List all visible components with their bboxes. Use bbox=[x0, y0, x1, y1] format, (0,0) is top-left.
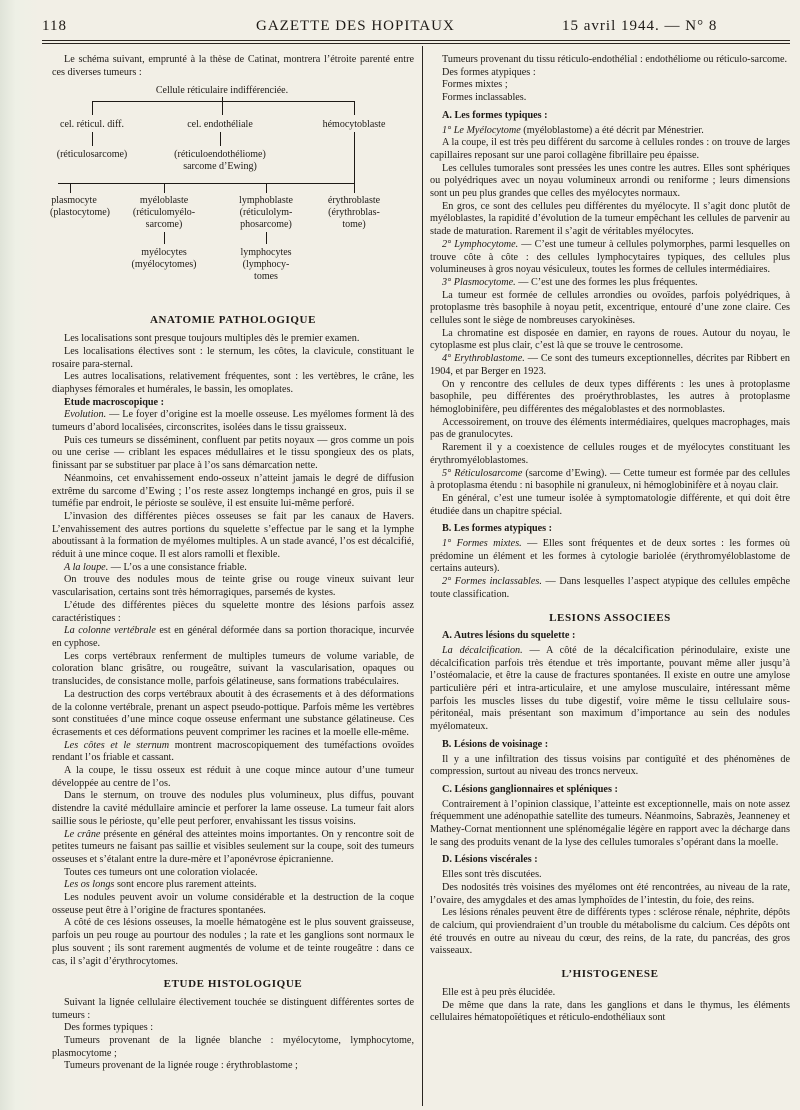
paragraph: Rarement il y a coexistence de cellules rouges et de myélocytes constituant les érythromyéloblastomes. bbox=[430, 442, 790, 466]
run-in-title: 2° Formes inclassables. bbox=[442, 576, 542, 588]
subheading-macro: Etude macroscopique : bbox=[64, 396, 164, 408]
paragraph: De même que dans la rate, dans les ganglions et dans le thymus, les éléments cellulaires hématopoïétiques et réticulo-endothéliaux sont bbox=[430, 999, 790, 1024]
paragraph-text: sont encore plus rarement atteints. bbox=[114, 879, 257, 891]
run-in-title: La colonne vertébrale bbox=[64, 625, 156, 637]
left-column bbox=[52, 54, 414, 1073]
journal-title: GAZETTE DES HOPITAUX bbox=[256, 18, 455, 34]
paragraph: Des formes typiques : bbox=[64, 1022, 154, 1034]
paragraph-text: — C’est une tumeur à cellules polymorphes, parmi lesquelles on trouve côte à côte : des cellules lymphocytaires typiques, des cellules plus volumineuses à gros noyau vésiculeux, toutes les formes de cellules intermédiaires. bbox=[430, 238, 790, 276]
run-in-title: A la loupe. bbox=[64, 561, 109, 573]
paragraph: En gros, ce sont des cellules peu différentes du myélocyte. Il s’agit donc plutôt de myéloblastes, la rapidité d’évolution de la tumeur empêchant les cellules de parvenir au stade de maturation. Rarement il s’agit de véritables myélocytes. bbox=[430, 200, 790, 238]
run-in-title: Le crâne bbox=[64, 828, 101, 840]
diagram-line bbox=[164, 232, 165, 244]
issue-date: 15 avril 1944. — N° 8 bbox=[562, 18, 718, 34]
paragraph: Puis ces tumeurs se disséminent, confluent par petits noyaux — gros comme un pois ou une cerise — criblant les espaces médullaires et le tissu spongieux des os plats, finissant par se substituer par place à l’os sans démarcation nette. bbox=[52, 434, 414, 472]
diagram-line bbox=[92, 101, 93, 115]
node-reticul-note: (réticulosarcome) bbox=[56, 149, 128, 161]
node-lymphocytes: lymphocytes bbox=[240, 247, 292, 259]
run-in-title: 3° Plasmocytome. bbox=[442, 276, 516, 288]
paragraph bbox=[430, 538, 790, 576]
cell-lineage-diagram bbox=[52, 79, 414, 304]
run-in-title: La décalcification. bbox=[442, 644, 523, 656]
diagram-line bbox=[222, 97, 223, 115]
paragraph: On trouve des nodules mous de teinte grise ou rouge vineux suivant leur vascularisation, certains sont très hémorragiques, parsemés de kystes. bbox=[52, 574, 414, 599]
node-erythroblaste-note: (érythroblas- bbox=[328, 207, 380, 219]
paragraph bbox=[52, 562, 414, 575]
paragraph: Tumeurs provenant de la lignée rouge : érythroblastome ; bbox=[64, 1060, 298, 1072]
page-margin-shadow bbox=[0, 0, 40, 1110]
paragraph-text: — C’est une des formes les plus fréquentes. bbox=[515, 276, 698, 288]
node-myeloblaste: myéloblaste bbox=[139, 195, 189, 207]
paragraph: Elles sont très discutées. bbox=[442, 869, 542, 881]
diagram-line bbox=[164, 183, 165, 193]
paragraph bbox=[430, 277, 790, 290]
diagram-line bbox=[220, 132, 221, 146]
paragraph bbox=[52, 740, 414, 765]
paragraph: Il y a une infiltration des tissus voisins par contiguïté et des phénomènes de compression, surtout au niveau des troncs nerveux. bbox=[430, 753, 790, 778]
column-divider bbox=[422, 46, 423, 1106]
paragraph bbox=[430, 645, 790, 734]
diagram-line bbox=[92, 132, 93, 146]
paragraph: La chromatine est disposée en damier, en rayons de roues. Autour du noyau, le cytoplasme est plus clair, c’est là que se trouve le centrosome. bbox=[430, 327, 790, 352]
paragraph: A la coupe, il est très peu différent du sarcome à cellules rondes : on trouve de larges capillaires reposant sur une paroi collagène fibrillaire peu épaisse. bbox=[430, 137, 790, 161]
paragraph-text: — A côté de la décalcification périnodulaire, existe une décalcification parfois très étendue et très importante, pouvant même aller jusqu’à l’ostéomalacie, et être la cause de fractures spontanées. Il existe en outre une amylose particulière péri et intra-articulaire, et une amylose musculaire, intéressant même parfois les muscles lisses du tube digestif, voire même le tissu cellulaire sous-péritonéal, mais présentant son maximum d’importance au sein des nodules myélomateux. bbox=[430, 644, 790, 733]
run-in-title: 4° Erythroblastome. bbox=[442, 353, 525, 365]
diagram-line bbox=[354, 101, 355, 115]
node-plasmocyte-note: (plastocytome) bbox=[50, 207, 110, 219]
header-rule bbox=[42, 40, 790, 41]
paragraph bbox=[430, 353, 790, 378]
subheading-a: A. Les formes typiques : bbox=[442, 109, 548, 121]
paragraph-text: (sarcome d’Ewing). — Cette tumeur est formée par des cellules à protoplasma étendu : ni basophile ni granuleux, ni hémoglobinifère et à noyau clair. bbox=[430, 467, 790, 492]
run-in-title: 1° Formes mixtes. bbox=[442, 538, 522, 550]
paragraph-text: — Le foyer d’origine est la moelle osseuse. Les myélomes forment là des tumeurs d’abord localisées, circonscrites, isolées dans le tissu graisseux. bbox=[52, 409, 414, 434]
heading-histogenese: L’HISTOGENESE bbox=[561, 968, 659, 981]
subheading-la: A. Autres lésions du squelette : bbox=[442, 630, 576, 642]
paragraph: Dans le sternum, on trouve des nodules plus volumineux, plus diffus, pouvant distendre la cavité médullaire amincie et perforer la lame osseuse. La tumeur fait alors saillie sous le périoste, qu’elle peut perforer, envahissant les tissus voisins. bbox=[52, 790, 414, 827]
paragraph: Les lésions rénales peuvent être de différents types : sclérose rénale, néphrite, dépôts de calcium, qui proviendraient d’un trouble du métabolisme du calcium. Ces dépôts ont été trouvés en outre au niveau du cœur, des reins, de la rate, du pancréas, des gros vaisseaux. bbox=[430, 907, 790, 957]
heading-lesions: LESIONS ASSOCIEES bbox=[549, 611, 671, 624]
subheading-b: B. Les formes atypiques : bbox=[442, 523, 553, 535]
paragraph: L’étude des différentes pièces du squelette montre des lésions parfois assez caractéristiques : bbox=[52, 599, 414, 624]
node-endothel-note: (réticuloendothéliome) bbox=[174, 149, 266, 161]
run-in-title: 2° Lymphocytome. bbox=[442, 238, 519, 250]
run-in-title: Les côtes et le sternum bbox=[64, 739, 170, 751]
paragraph: En général, c’est une tumeur isolée à symptomatologie différente, et qui doit être étudiée dans un chapitre spécial. bbox=[430, 492, 790, 517]
node-erythroblaste: érythroblaste bbox=[327, 195, 381, 207]
paragraph bbox=[430, 576, 790, 601]
paragraph: Les localisations sont presque toujours multiples dès le premier examen. bbox=[64, 333, 360, 345]
paragraph bbox=[430, 239, 790, 277]
paragraph: A côté de ces lésions osseuses, la moelle hématogène est le plus souvent graisseuse, parfois un peu rouge au pourtour des nodules ; la rate et les ganglions sont normaux le plus souvent ; ils sont rarement augmentés de volume et de teinte rougeâtre : dans ce cas, il s’agit d’érythrocytomes. bbox=[52, 917, 414, 967]
paragraph bbox=[430, 125, 790, 138]
paragraph: Néanmoins, cet envahissement endo-osseux n’atteint jamais le degré de diffusion extrême du sarcome d’Ewing ; l’os reste assez longtemps inchangé en gros, puis il se tuméfie par endroit, le périoste se soulève, il est ensuite lui-même perforé. bbox=[52, 472, 414, 510]
diagram-line bbox=[58, 183, 354, 184]
heading-anatomie: ANATOMIE PATHOLOGIQUE bbox=[149, 314, 317, 327]
diagram-root: Cellule réticulaire indifférenciée. bbox=[155, 85, 289, 97]
paragraph bbox=[430, 468, 790, 493]
paragraph-text: est en général déformée dans sa portion thoracique, incurvée en cyphose. bbox=[52, 625, 414, 649]
paragraph: Suivant la lignée cellulaire électivement touchée se distinguent différentes sortes de tumeurs : bbox=[52, 996, 414, 1021]
paragraph bbox=[52, 829, 414, 867]
paragraph bbox=[52, 879, 414, 892]
node-endothel: cel. endothéliale bbox=[187, 119, 253, 131]
node-lymphoblaste-note: (réticulolym- bbox=[239, 207, 293, 219]
paragraph-text: présente en général des atteintes moins importantes. On y rencontre soit de petites tumeurs ne faisant pas saillie et visibles seulement sur la coupe, soit des tumeurs osseuses et s’étalant entre la dure-mère et l’aponévrose épicranienne. bbox=[52, 828, 414, 865]
subheading-lb: B. Lésions de voisinage : bbox=[442, 738, 549, 750]
paragraph: On y rencontre des cellules de deux types différents : les unes à protoplasme basophile, peu différentes des proérythroblastes, les autres à protoplasme hémoglobinifère, peu différentes des mégaloblastes et des normoblastes. bbox=[430, 378, 790, 415]
node-lymphocytes-note2: tomes bbox=[254, 271, 278, 283]
diagram-line bbox=[92, 101, 354, 102]
paragraph: Formes inclassables. bbox=[442, 92, 527, 104]
paragraph: L’invasion des différentes pièces osseuses se fait par les canaux de Havers. L’envahissement des autres portions du squelette s’effectue par le sang et la lymphe aboutissant à la formation de myélomes multiples. A un stade avancé, l’os est décalcifié, réduit à une mince coque. Il est alors ramolli et flexible. bbox=[52, 510, 414, 561]
paragraph-text: — L’os a une consistance friable. bbox=[108, 561, 247, 573]
node-myelocytes-note: (myélocytomes) bbox=[131, 259, 197, 271]
paragraph bbox=[52, 625, 414, 650]
diagram-line bbox=[354, 132, 355, 183]
paragraph: Elle est à peu près élucidée. bbox=[442, 986, 556, 998]
paragraph: Les autres localisations, relativement fréquentes, sont : les vertèbres, le crâne, les diaphyses fémorales et humérales, le bassin, les omoplates. bbox=[52, 371, 414, 395]
node-reticul: cel. réticul. diff. bbox=[60, 119, 124, 131]
subheading-lc: C. Lésions ganglionnaires et spléniques : bbox=[442, 783, 618, 795]
node-myeloblaste-note: (réticulomyélo- bbox=[132, 207, 196, 219]
node-myeloblaste-note2: sarcome) bbox=[145, 219, 183, 231]
node-lymphoblaste-note2: phosarcome) bbox=[240, 219, 292, 231]
paragraph-text: — Ce sont des tumeurs exceptionnelles, décrites par Ribbert en 1904, et par Berger en 1923. bbox=[430, 353, 790, 377]
diagram-line bbox=[266, 232, 267, 244]
heading-histologique: ETUDE HISTOLOGIQUE bbox=[163, 978, 303, 991]
paragraph: Les corps vertébraux renferment de multiples tumeurs de volume variable, de coloration blanc grisâtre, ou rougeâtre, suivant la vascularisation, opaques ou translucides, de consistance molle, parfois gélatineuse, sans formations trabéculaires. bbox=[52, 650, 414, 688]
page-number: 118 bbox=[42, 18, 67, 34]
paragraph-text: (myéloblastome) a été décrit par Ménestrier. bbox=[520, 124, 704, 136]
paragraph: Des nodosités très voisines des myélomes ont été rencontrées, au niveau de la rate, l’ovaire, des amygdales et des amas lymphoïdes de l’intestin, du foie, des reins. bbox=[430, 881, 790, 906]
paragraph: Contrairement à l’opinion classique, l’atteinte est exceptionnelle, mais on note assez fréquemment une adénopathie satellite des tumeurs. Néanmoins, Sabrazès, Jeanneney et Mathey-Cornat mentionnent une splénomégalie légère en rapport avec la décharge dans le sang des produits venant de la lyse des cellules tumorales s’opérant dans la moelle. bbox=[430, 798, 790, 848]
run-in-title: Evolution. bbox=[64, 409, 107, 421]
header-rule-2 bbox=[42, 43, 790, 44]
paragraph: A la coupe, le tissu osseux est réduit à une coque mince autour d’une tumeur développée au centre de l’os. bbox=[52, 765, 414, 789]
diagram-line bbox=[266, 183, 267, 193]
subheading-ld: D. Lésions viscérales : bbox=[442, 854, 538, 866]
intro-paragraph: Le schéma suivant, emprunté à la thèse de Catinat, montrera l’étroite parenté entre ces diverses tumeurs : bbox=[52, 54, 414, 78]
paragraph: Toutes ces tumeurs ont une coloration violacée. bbox=[64, 866, 258, 878]
right-column bbox=[430, 54, 790, 1025]
paragraph: Tumeurs provenant du tissu réticulo-endothélial : endothéliome ou réticulo-sarcome. bbox=[442, 54, 788, 65]
paragraph-text: — Elles sont fréquentes et de deux sortes : les formes où prédomine un élément et les formes à cytologie bariolée (érythromyéloblastome de certains auteurs). bbox=[430, 538, 790, 575]
paragraph-text: — Dans lesquelles l’aspect atypique des cellules empêche toute classification. bbox=[430, 576, 790, 600]
run-in-title: 1° Le Myélocytome bbox=[442, 124, 521, 136]
diagram-line bbox=[354, 183, 355, 193]
node-lymphocytes-note: (lymphocy- bbox=[242, 259, 290, 271]
paragraph: Les nodules peuvent avoir un volume considérable et la destruction de la coque osseuse peut être à l’origine de fractures spontanées. bbox=[52, 892, 414, 916]
paragraph: Les localisations électives sont : le sternum, les côtes, la clavicule, constituant le rosaire para-sternal. bbox=[52, 345, 414, 370]
paragraph: La tumeur est formée de cellules arrondies ou ovoïdes, parfois polyédriques, à protoplasme très basophile à noyau petit, excentrique, entouré d’une zone claire. Ces cellules sont le siège de nombreuses caryokinèses. bbox=[430, 289, 790, 327]
paragraph: La destruction des corps vertébraux aboutit à des écrasements et à des déformations de la colonne vertébrale, prenant un aspect pseudo-pottique. Parfois même les vertèbres sont constituées d’une mince coque osseuse enfermant une substance gélatineuse. Ces écrasements et ces déformations peuvent comprimer les racines et la moelle elle-même. bbox=[52, 688, 414, 738]
paragraph: Les cellules tumorales sont pressées les unes contre les autres. Elles sont sphériques ou polyédriques avec un noyau volumineux arrondi ou reniforme ; leurs dimensions sont un peu plus grandes que celles des myélocytes normaux. bbox=[430, 162, 790, 200]
paragraph: Des formes atypiques : bbox=[442, 66, 536, 78]
paragraph: Formes mixtes ; bbox=[442, 79, 508, 91]
paragraph bbox=[52, 409, 414, 434]
paragraph: Tumeurs provenant de la lignée blanche : myélocytome, lymphocytome, plasmocytome ; bbox=[52, 1035, 414, 1059]
diagram-line bbox=[70, 183, 71, 193]
node-hemocyto: hémocytoblaste bbox=[322, 119, 386, 131]
run-in-title: Les os longs bbox=[64, 879, 115, 891]
node-lymphoblaste: lymphoblaste bbox=[239, 195, 293, 207]
node-erythroblaste-note2: tome) bbox=[342, 219, 366, 231]
node-plasmocyte: plasmocyte bbox=[51, 195, 97, 207]
paragraph: Accessoirement, on trouve des éléments intermédiaires, quelques macrophages, mais pas de granulocytes. bbox=[430, 416, 790, 441]
paragraph-text: montrent macroscopiquement des tuméfactions ovoïdes rendant l’os friable et cassant. bbox=[52, 739, 414, 764]
run-in-title: 5° Réticulosarcome bbox=[442, 467, 523, 479]
node-myelocytes: myélocytes bbox=[141, 247, 187, 259]
node-endothel-note2: sarcome d’Ewing) bbox=[183, 161, 257, 173]
